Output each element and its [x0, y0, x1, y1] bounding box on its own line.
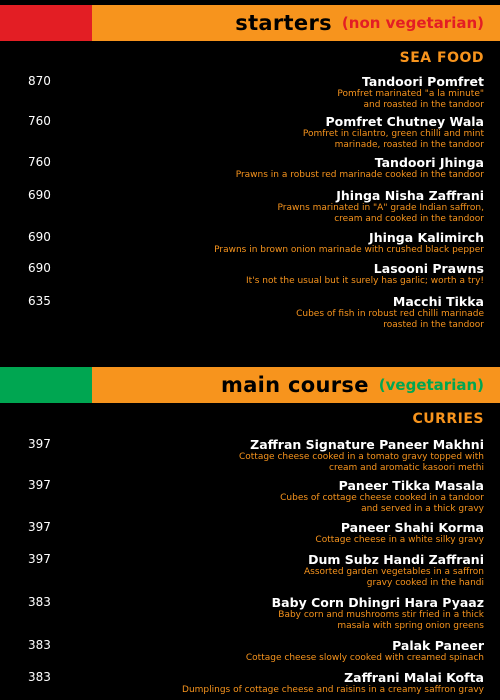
item-description: Baby corn and mushrooms stir fried in a thick masala with spring onion greens	[278, 610, 484, 631]
starters-subtitle: (non vegetarian)	[341, 14, 484, 32]
item-name: Pomfret Chutney Wala	[325, 114, 484, 129]
green-swatch	[0, 367, 92, 403]
item-description: Prawns marinated in "A" grade Indian saffron, cream and cooked in the tandoor	[277, 203, 484, 224]
item-description: Cottage cheese cooked in a tomato gravy topped with cream and aromatic kasoori methi	[238, 452, 484, 473]
item-description: Cottage cheese in a white silky gravy	[315, 535, 484, 545]
item-description: Pomfret marinated "a la minute" and roasted in the tandoor	[337, 89, 484, 110]
item-price: 397	[28, 437, 51, 451]
item-price: 760	[28, 114, 51, 128]
item-name: Dum Subz Handi Zaffrani	[308, 552, 484, 567]
item-price: 690	[28, 188, 51, 202]
item-price: 397	[28, 552, 51, 566]
main-course-title-bar	[92, 367, 500, 403]
item-description: Assorted garden vegetables in a saffron gravy cooked in the handi	[304, 567, 484, 588]
item-name: Zaffran Signature Paneer Makhni	[250, 437, 484, 452]
item-name: Lasooni Prawns	[373, 261, 484, 276]
item-price: 383	[28, 670, 51, 684]
item-name: Tandoori Pomfret	[361, 74, 484, 89]
item-name: Paneer Shahi Korma	[340, 520, 484, 535]
item-description: Cubes of fish in robust red chilli marinade roasted in the tandoor	[296, 309, 484, 330]
item-name: Palak Paneer	[392, 638, 484, 653]
item-description: Pomfret in cilantro, green chilli and mint marinade, roasted in the tandoor	[302, 129, 484, 150]
starters-title-bar	[92, 5, 500, 41]
section-heading-curries: CURRIES	[412, 411, 484, 427]
item-name: Paneer Tikka Masala	[338, 478, 484, 493]
item-name: Jhinga Kalimirch	[369, 230, 484, 245]
item-name: Jhinga Nisha Zaffrani	[336, 188, 484, 203]
item-price: 870	[28, 74, 51, 88]
item-name: Baby Corn Dhingri Hara Pyaaz	[271, 595, 484, 610]
section-heading-sea-food: SEA FOOD	[399, 50, 484, 66]
item-description: Prawns in a robust red marinade cooked in the tandoor	[235, 170, 484, 180]
main-course-subtitle: (vegetarian)	[378, 376, 484, 394]
item-description: Prawns in brown onion marinade with crushed black pepper	[214, 245, 484, 255]
item-price: 690	[28, 261, 51, 275]
item-price: 635	[28, 294, 51, 308]
item-description: It's not the usual but it surely has garlic; worth a try!	[246, 276, 484, 286]
item-name: Macchi Tikka	[392, 294, 484, 309]
red-swatch	[0, 5, 92, 41]
item-price: 690	[28, 230, 51, 244]
item-price: 760	[28, 155, 51, 169]
main-course-banner	[0, 367, 500, 403]
item-name: Tandoori Jhinga	[374, 155, 484, 170]
item-price: 397	[28, 478, 51, 492]
item-description: Cubes of cottage cheese cooked in a tandoor and served in a thick gravy	[280, 493, 484, 514]
item-description: Dumplings of cottage cheese and raisins in a creamy saffron gravy	[182, 685, 484, 695]
item-price: 383	[28, 595, 51, 609]
item-description: Cottage cheese slowly cooked with creamed spinach	[245, 653, 484, 663]
item-price: 383	[28, 638, 51, 652]
main-course-title: main course	[221, 373, 369, 397]
item-name: Zaffrani Malai Kofta	[344, 670, 484, 685]
starters-banner	[0, 5, 500, 41]
item-price: 397	[28, 520, 51, 534]
starters-title: starters	[235, 11, 332, 35]
